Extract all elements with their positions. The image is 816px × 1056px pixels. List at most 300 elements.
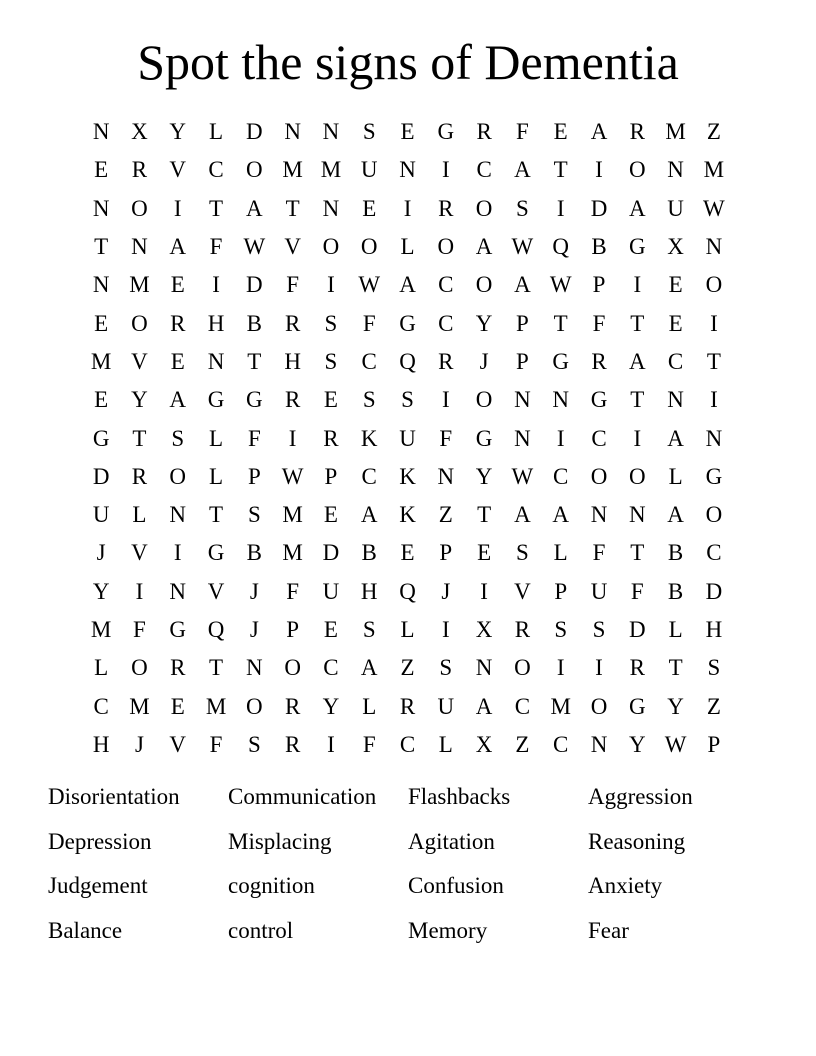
word-list-item: Disorientation <box>48 784 180 809</box>
grid-letter: C <box>361 463 377 489</box>
grid-letter: S <box>324 310 338 336</box>
grid-letter: T <box>209 195 224 221</box>
grid-letter: S <box>324 348 338 374</box>
grid-letter: T <box>630 310 645 336</box>
grid-letter: I <box>633 425 642 451</box>
grid-letter: O <box>475 272 493 298</box>
grid-letter: J <box>96 540 106 566</box>
grid-letter: S <box>362 119 376 145</box>
grid-letter: H <box>92 731 110 757</box>
grid-letter: A <box>628 195 646 221</box>
grid-letter: J <box>479 348 489 374</box>
grid-letter: R <box>629 119 645 145</box>
grid-letter: G <box>552 348 570 374</box>
grid-letter: N <box>667 387 684 413</box>
grid-letter: W <box>511 234 534 260</box>
grid-letter: D <box>322 540 340 566</box>
grid-letter: S <box>362 387 376 413</box>
grid-letter: N <box>246 655 263 681</box>
grid-letter: I <box>595 655 603 681</box>
grid-letter: D <box>246 272 263 298</box>
grid-letter: V <box>131 540 148 566</box>
grid-letter: U <box>590 578 608 604</box>
grid-letter: M <box>282 540 303 566</box>
grid-letter: O <box>628 157 646 183</box>
grid-letter: Q <box>552 234 570 260</box>
grid-letter: S <box>247 502 261 528</box>
grid-letter: T <box>706 348 721 374</box>
grid-letter: P <box>707 731 721 757</box>
grid-letter: D <box>246 119 263 145</box>
grid-letter: R <box>131 463 148 489</box>
grid-letter: T <box>553 157 568 183</box>
grid-row <box>82 304 734 342</box>
grid-letter: C <box>438 310 454 336</box>
grid-letter: R <box>591 348 607 374</box>
grid-letter: T <box>209 502 224 528</box>
grid-letter: N <box>628 502 646 528</box>
grid-letter: F <box>592 310 606 336</box>
grid-letter: C <box>591 425 607 451</box>
grid-letter: V <box>131 348 148 374</box>
grid-letter: G <box>399 310 416 336</box>
grid-letter: U <box>92 502 110 528</box>
grid-letter: I <box>135 578 144 604</box>
grid-letter: D <box>705 578 723 604</box>
grid-letter: O <box>628 463 646 489</box>
grid-letter: N <box>705 234 723 260</box>
grid-letter: A <box>667 425 684 451</box>
grid-letter: R <box>170 310 186 336</box>
grid-letter: O <box>131 310 148 336</box>
grid-letter: K <box>360 425 378 451</box>
grid-row <box>82 496 734 534</box>
grid-letter: X <box>131 119 148 145</box>
grid-letter: G <box>246 387 263 413</box>
grid-letter: U <box>322 578 340 604</box>
grid-letter: V <box>169 157 187 183</box>
grid-letter: T <box>285 195 300 221</box>
grid-letter: O <box>437 234 455 260</box>
grid-letter: S <box>171 425 185 451</box>
grid-letter: F <box>516 119 529 145</box>
grid-letter: B <box>667 540 684 566</box>
grid-letter: F <box>209 731 223 757</box>
grid-letter: G <box>628 234 646 260</box>
grid-row <box>82 381 734 419</box>
grid-letter: N <box>475 655 493 681</box>
grid-letter: I <box>633 272 642 298</box>
grid-letter: A <box>360 502 378 528</box>
grid-letter: O <box>131 195 148 221</box>
grid-letter: N <box>92 195 110 221</box>
grid-letter: A <box>514 502 531 528</box>
grid-row <box>82 190 734 228</box>
grid-letter: T <box>209 655 224 681</box>
grid-letter: L <box>362 693 377 719</box>
grid-letter: E <box>362 195 377 221</box>
grid-letter: S <box>707 655 721 681</box>
grid-letter: G <box>169 617 187 642</box>
grid-letter: I <box>441 617 450 642</box>
grid-letter: F <box>209 234 223 260</box>
grid-letter: L <box>132 502 147 528</box>
grid-letter: A <box>399 272 416 298</box>
grid-letter: M <box>90 348 112 374</box>
grid-letter: I <box>441 387 450 413</box>
grid-letter: G <box>590 387 608 413</box>
grid-row <box>82 726 734 764</box>
grid-letter: C <box>553 731 569 757</box>
grid-letter: I <box>480 578 488 604</box>
grid-letter: L <box>553 540 568 566</box>
grid-letter: S <box>516 540 529 566</box>
grid-letter: K <box>399 502 416 528</box>
grid-letter: E <box>668 272 683 298</box>
grid-letter: Y <box>667 693 684 719</box>
grid-letter: W <box>511 463 534 489</box>
grid-letter: G <box>207 387 225 413</box>
grid-letter: C <box>323 655 339 681</box>
grid-letter: J <box>134 731 144 757</box>
grid-letter: K <box>399 463 416 489</box>
grid-letter: A <box>360 655 378 681</box>
grid-letter: U <box>360 157 378 183</box>
grid-letter: R <box>323 425 339 451</box>
grid-letter: L <box>438 731 453 757</box>
grid-letter: N <box>514 425 531 451</box>
grid-letter: E <box>323 387 338 413</box>
grid-row <box>82 649 734 687</box>
grid-letter: T <box>630 387 645 413</box>
word-list-item: Flashbacks <box>408 784 511 809</box>
grid-letter: T <box>477 502 492 528</box>
grid-letter: C <box>706 540 722 566</box>
grid-letter: M <box>320 157 342 183</box>
grid-letter: I <box>710 310 718 336</box>
grid-letter: W <box>243 234 266 260</box>
grid-letter: A <box>628 348 646 374</box>
grid-letter: O <box>514 655 531 681</box>
grid-letter: F <box>286 272 300 298</box>
grid-letter: O <box>705 502 723 528</box>
grid-letter: T <box>630 540 645 566</box>
grid-letter: R <box>629 655 645 681</box>
grid-row <box>82 458 734 496</box>
grid-letter: A <box>514 157 531 183</box>
grid-letter: N <box>92 272 110 298</box>
grid-letter: F <box>133 617 146 642</box>
letter-grid <box>82 113 734 764</box>
grid-letter: U <box>667 195 684 221</box>
grid-letter: P <box>439 540 453 566</box>
word-list-item: Aggression <box>588 784 693 809</box>
grid-letter: R <box>131 157 148 183</box>
grid-letter: Q <box>399 578 416 604</box>
grid-letter: A <box>667 502 684 528</box>
grid-letter: S <box>247 731 261 757</box>
grid-letter: E <box>668 310 683 336</box>
word-list-item: Memory <box>408 918 488 944</box>
grid-letter: N <box>92 119 110 145</box>
grid-letter: C <box>93 693 109 719</box>
grid-letter: J <box>249 617 259 642</box>
grid-letter: O <box>284 655 301 681</box>
grid-letter: O <box>475 195 493 221</box>
grid-letter: E <box>94 310 109 336</box>
grid-letter: D <box>92 463 110 489</box>
grid-letter: M <box>550 693 571 719</box>
grid-letter: W <box>703 195 725 221</box>
word-list-item: Reasoning <box>588 828 686 854</box>
grid-letter: E <box>323 502 338 528</box>
grid-row <box>82 611 734 649</box>
grid-letter: O <box>246 693 263 719</box>
grid-letter: F <box>286 578 300 604</box>
puzzle-title: Spot the signs of Dementia <box>137 34 679 90</box>
grid-letter: O <box>246 157 263 183</box>
grid-letter: S <box>592 617 606 642</box>
grid-letter: D <box>628 617 646 642</box>
grid-letter: U <box>437 693 455 719</box>
grid-letter: I <box>173 540 182 566</box>
grid-letter: P <box>516 348 529 374</box>
grid-letter: F <box>630 578 644 604</box>
grid-letter: A <box>552 502 570 528</box>
grid-letter: G <box>628 693 646 719</box>
grid-letter: P <box>554 578 568 604</box>
grid-letter: Z <box>706 693 721 719</box>
grid-letter: L <box>400 617 415 642</box>
grid-letter: O <box>131 655 148 681</box>
grid-letter: Z <box>438 502 453 528</box>
grid-letter: L <box>668 617 683 642</box>
grid-letter: Y <box>131 387 148 413</box>
grid-letter: C <box>361 348 377 374</box>
grid-letter: A <box>475 693 493 719</box>
grid-letter: I <box>595 157 603 183</box>
grid-letter: I <box>327 272 335 298</box>
grid-letter: Y <box>475 463 493 489</box>
grid-letter: R <box>399 693 416 719</box>
grid-row <box>82 687 734 725</box>
grid-letter: Z <box>515 731 530 757</box>
grid-letter: T <box>553 310 568 336</box>
grid-letter: M <box>205 693 227 719</box>
grid-letter: Y <box>475 310 493 336</box>
grid-letter: A <box>514 272 531 298</box>
grid-letter: I <box>556 425 565 451</box>
grid-letter: I <box>327 731 335 757</box>
grid-row <box>82 534 734 572</box>
grid-letter: N <box>207 348 225 374</box>
grid-row <box>82 573 734 611</box>
grid-letter: T <box>247 348 262 374</box>
grid-letter: P <box>592 272 606 298</box>
grid-letter: N <box>590 502 608 528</box>
grid-letter: A <box>590 119 608 145</box>
grid-letter: C <box>399 731 416 757</box>
grid-letter: R <box>476 119 492 145</box>
grid-letter: Y <box>628 731 646 757</box>
grid-letter: B <box>246 310 262 336</box>
word-list-item: Confusion <box>408 873 504 899</box>
word-list-item: Judgement <box>48 873 148 899</box>
grid-letter: C <box>438 272 454 298</box>
grid-letter: E <box>323 617 338 642</box>
grid-row <box>82 266 734 304</box>
grid-letter: N <box>169 578 187 604</box>
grid-letter: N <box>552 387 570 413</box>
grid-letter: C <box>476 157 492 183</box>
grid-letter: N <box>705 425 723 451</box>
grid-row <box>82 228 734 266</box>
grid-letter: G <box>92 425 110 451</box>
grid-letter: S <box>554 617 568 642</box>
grid-letter: L <box>668 463 683 489</box>
grid-letter: I <box>212 272 220 298</box>
grid-row <box>82 113 734 151</box>
grid-letter: W <box>664 731 687 757</box>
grid-letter: B <box>246 540 262 566</box>
grid-letter: O <box>705 272 723 298</box>
grid-letter: F <box>362 731 376 757</box>
grid-letter: I <box>288 425 297 451</box>
grid-letter: T <box>132 425 147 451</box>
grid-letter: B <box>591 234 607 260</box>
grid-letter: L <box>94 655 109 681</box>
grid-letter: O <box>360 234 378 260</box>
grid-letter: I <box>556 195 565 221</box>
grid-letter: I <box>556 655 565 681</box>
grid-letter: A <box>246 195 263 221</box>
grid-letter: M <box>90 617 112 642</box>
grid-letter: S <box>516 195 529 221</box>
grid-letter: B <box>667 578 684 604</box>
grid-letter: N <box>322 119 340 145</box>
grid-letter: U <box>399 425 416 451</box>
grid-letter: Y <box>169 119 187 145</box>
grid-row <box>82 419 734 457</box>
grid-letter: N <box>399 157 416 183</box>
grid-letter: F <box>592 540 606 566</box>
word-list-item: Fear <box>588 918 629 944</box>
grid-letter: F <box>439 425 453 451</box>
grid-letter: Q <box>399 348 416 374</box>
grid-letter: S <box>362 617 376 642</box>
grid-letter: C <box>514 693 531 719</box>
grid-letter: M <box>703 157 725 183</box>
grid-letter: P <box>516 310 529 336</box>
grid-letter: C <box>553 463 569 489</box>
grid-letter: V <box>514 578 531 604</box>
grid-letter: I <box>710 387 718 413</box>
grid-letter: M <box>129 693 150 719</box>
grid-letter: S <box>439 655 453 681</box>
word-list-item: Communication <box>228 784 377 809</box>
grid-letter: W <box>358 272 381 298</box>
grid-letter: E <box>170 693 185 719</box>
word-list-item: Balance <box>48 918 123 944</box>
grid-letter: H <box>705 617 723 642</box>
grid-letter: R <box>170 655 186 681</box>
grid-letter: M <box>282 157 303 183</box>
grid-letter: J <box>441 578 451 604</box>
grid-letter: O <box>475 387 493 413</box>
grid-letter: D <box>590 195 608 221</box>
grid-letter: S <box>401 387 414 413</box>
grid-letter: C <box>208 157 224 183</box>
grid-row <box>82 343 734 381</box>
grid-letter: M <box>665 119 686 145</box>
grid-letter: I <box>441 157 450 183</box>
grid-letter: T <box>94 234 109 260</box>
grid-letter: P <box>247 463 261 489</box>
word-list-item: Anxiety <box>588 873 663 899</box>
grid-letter: E <box>170 348 185 374</box>
grid-letter: N <box>131 234 148 260</box>
grid-letter: E <box>400 119 415 145</box>
grid-letter: A <box>169 234 187 260</box>
grid-letter: H <box>284 348 301 374</box>
word-list-item: Depression <box>48 828 152 854</box>
grid-letter: C <box>667 348 684 374</box>
grid-row <box>82 151 734 189</box>
grid-letter: O <box>590 463 608 489</box>
grid-letter: F <box>247 425 261 451</box>
grid-letter: J <box>249 578 259 604</box>
grid-letter: R <box>514 617 531 642</box>
grid-letter: W <box>281 463 304 489</box>
grid-letter: M <box>282 502 303 528</box>
grid-letter: E <box>400 540 415 566</box>
grid-letter: X <box>475 617 493 642</box>
grid-letter: N <box>284 119 301 145</box>
grid-letter: I <box>403 195 412 221</box>
grid-letter: A <box>475 234 493 260</box>
grid-letter: R <box>284 693 301 719</box>
grid-letter: H <box>360 578 378 604</box>
grid-letter: P <box>324 463 338 489</box>
word-list-item: control <box>228 918 294 944</box>
grid-letter: Q <box>207 617 225 642</box>
grid-letter: R <box>284 731 301 757</box>
grid-letter: P <box>286 617 300 642</box>
grid-letter: G <box>207 540 225 566</box>
grid-letter: H <box>207 310 225 336</box>
grid-letter: N <box>667 157 684 183</box>
grid-letter: E <box>170 272 185 298</box>
grid-letter: V <box>169 731 187 757</box>
grid-letter: Z <box>706 119 721 145</box>
grid-letter: N <box>169 502 187 528</box>
grid-letter: W <box>549 272 572 298</box>
grid-letter: Y <box>92 578 110 604</box>
grid-letter: Y <box>322 693 340 719</box>
grid-letter: G <box>705 463 723 489</box>
grid-letter: X <box>667 234 684 260</box>
grid-letter: E <box>94 157 109 183</box>
grid-letter: N <box>590 731 608 757</box>
grid-letter: V <box>207 578 225 604</box>
grid-letter: E <box>553 119 568 145</box>
grid-letter: V <box>284 234 301 260</box>
grid-letter: R <box>438 195 454 221</box>
grid-letter: O <box>322 234 340 260</box>
grid-letter: X <box>475 731 493 757</box>
grid-letter: Z <box>400 655 415 681</box>
grid-letter: L <box>400 234 415 260</box>
